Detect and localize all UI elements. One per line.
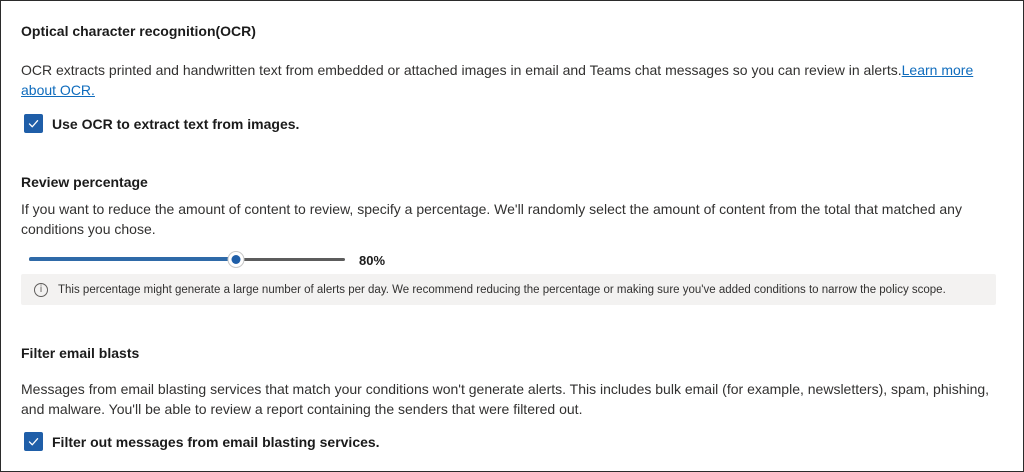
review-percentage-value: 80%: [359, 253, 386, 268]
filter-email-blasts-heading: Filter email blasts: [21, 345, 140, 361]
filter-email-blasts-label[interactable]: Filter out messages from email blasting services.: [52, 434, 380, 450]
review-percentage-info-bar: [21, 274, 996, 305]
use-ocr-checkbox[interactable]: [24, 114, 43, 133]
ocr-description-text: OCR extracts printed and handwritten text from embedded or attached images in email and Teams chat messages so you can review in alerts.: [21, 62, 902, 78]
filter-email-blasts-description: Messages from email blasting services that match your conditions won't generate alerts. This includes bulk email (for example, newsletters), spam, phishing, and malware. You'll be able to review a report containing the senders that were filtered out.: [21, 381, 990, 417]
info-message: This percentage might generate a large number of alerts per day. We recommend reducing the percentage or making sure you've added conditions to narrow the policy scope.: [58, 283, 946, 296]
slider-thumb[interactable]: [228, 251, 245, 268]
checkmark-icon: [27, 435, 40, 448]
learn-more-ocr-link[interactable]: Learn more about OCR.: [21, 62, 974, 98]
review-percentage-slider[interactable]: [29, 249, 345, 269]
review-percentage-description: If you want to reduce the amount of content to review, specify a percentage. We'll randomly select the amount of content from the total that matched any conditions you chose.: [21, 201, 962, 237]
info-icon: i: [34, 283, 48, 297]
review-percentage-heading: Review percentage: [21, 174, 148, 190]
ocr-heading: Optical character recognition(OCR): [21, 23, 256, 39]
filter-email-blasts-checkbox[interactable]: [24, 432, 43, 451]
checkmark-icon: [27, 117, 40, 130]
use-ocr-label[interactable]: Use OCR to extract text from images.: [52, 116, 300, 132]
ocr-description: [21, 60, 1001, 100]
slider-fill: [29, 257, 236, 261]
